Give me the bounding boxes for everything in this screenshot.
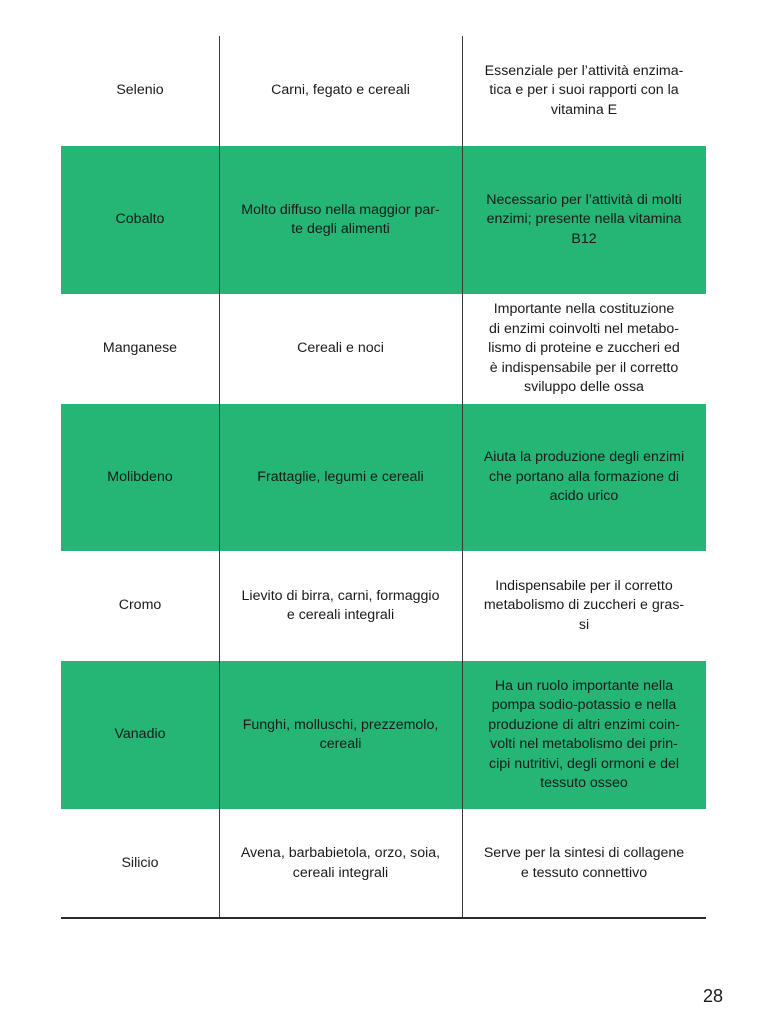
role-line: pompa sodio-potassio e nella [491,697,677,713]
page-number: 28 [703,986,724,1006]
role-line: tessuto osseo [540,775,628,791]
table-bottom-rule [61,917,706,919]
role-line: Ha un ruolo importante nella [494,677,674,694]
role-line: e tessuto connettivo [520,864,648,881]
role-line: che portano alla formazione di [488,468,680,485]
table-row-cromo [61,551,706,661]
sources-line: Molto diffuso nella maggior par- [241,201,440,218]
role-line: Importante nella costituzione [493,301,675,318]
role-line: acido urico [549,488,619,505]
role-line: vitamina E [550,101,618,118]
element-name: Silicio [121,854,159,871]
role-line: si [578,616,590,633]
role-cell [462,294,706,404]
table-row-silicio [61,809,706,918]
role-line: enzimi; presente nella vitamina [486,211,682,228]
role-line: sviluppo delle ossa [524,379,644,396]
element-name: Molibdeno [107,468,173,485]
role-line: Essenziale per l’attività enzima- [484,62,684,79]
sources-line: Lievito di birra, carni, formaggio [241,587,440,604]
sources-cell [219,661,462,809]
role-cell [462,809,706,918]
table-row-vanadio [61,661,706,809]
element-name: Selenio [116,82,164,99]
sources-cell [219,404,462,551]
element-cell [61,661,219,809]
sources-line: cereali integrali [292,864,389,881]
role-line: tica e per i suoi rapporti con la [489,82,679,99]
role-line: metabolismo di zuccheri e gras- [483,597,685,614]
element-cell [61,404,219,551]
sources-line: e cereali integrali [286,607,395,623]
role-line: lismo di proteine e zuccheri ed [488,340,680,357]
element-name: Manganese [102,340,178,357]
sources-line: Cereali e noci [297,340,384,357]
sources-cell [219,146,462,294]
element-name: Cromo [118,597,162,614]
role-line: di enzimi coinvolti nel metabo- [488,320,680,337]
role-line: B12 [571,230,597,247]
sources-cell [219,809,462,918]
column-divider [462,36,464,918]
minerals-table [61,36,706,918]
sources-cell [219,551,462,661]
role-line: cipi nutritivi, degli ormoni e del [488,755,680,772]
role-line: Aiuta la produzione degli enzimi [483,449,685,466]
element-name: Vanadio [114,726,166,743]
role-cell [462,36,706,146]
element-name: Cobalto [115,211,165,228]
sources-line: Avena, barbabietola, orzo, soia, [240,845,441,861]
sources-line: Funghi, molluschi, prezzemolo, [242,716,439,733]
role-cell [462,551,706,661]
sources-line: Frattaglie, legumi e cereali [257,468,424,485]
role-cell [462,146,706,294]
sources-cell [219,294,462,404]
element-cell [61,551,219,661]
table-row-cobalto [61,146,706,294]
element-cell [61,146,219,294]
table-row-selenio [61,36,706,146]
role-cell [462,661,706,809]
element-cell [61,809,219,918]
sources-line: cereali [319,736,362,752]
role-line: Indispensabile per il corretto [495,577,673,594]
role-line: è indispensabile per il corretto [489,359,679,376]
role-line: Necessario per l’attività di molti [486,191,682,208]
sources-cell [219,36,462,146]
role-line: produzione di altri enzimi coin- [488,716,680,733]
sources-line: Carni, fegato e cereali [271,82,410,99]
column-divider [219,36,221,918]
table-row-manganese [61,294,706,404]
sources-line: te degli alimenti [291,221,390,237]
role-cell [462,404,706,551]
element-cell [61,294,219,404]
role-line: volti nel metabolismo dei prin- [490,736,678,752]
table-row-molibdeno [61,404,706,551]
role-line: Serve per la sintesi di collagene [483,845,685,861]
element-cell [61,36,219,146]
